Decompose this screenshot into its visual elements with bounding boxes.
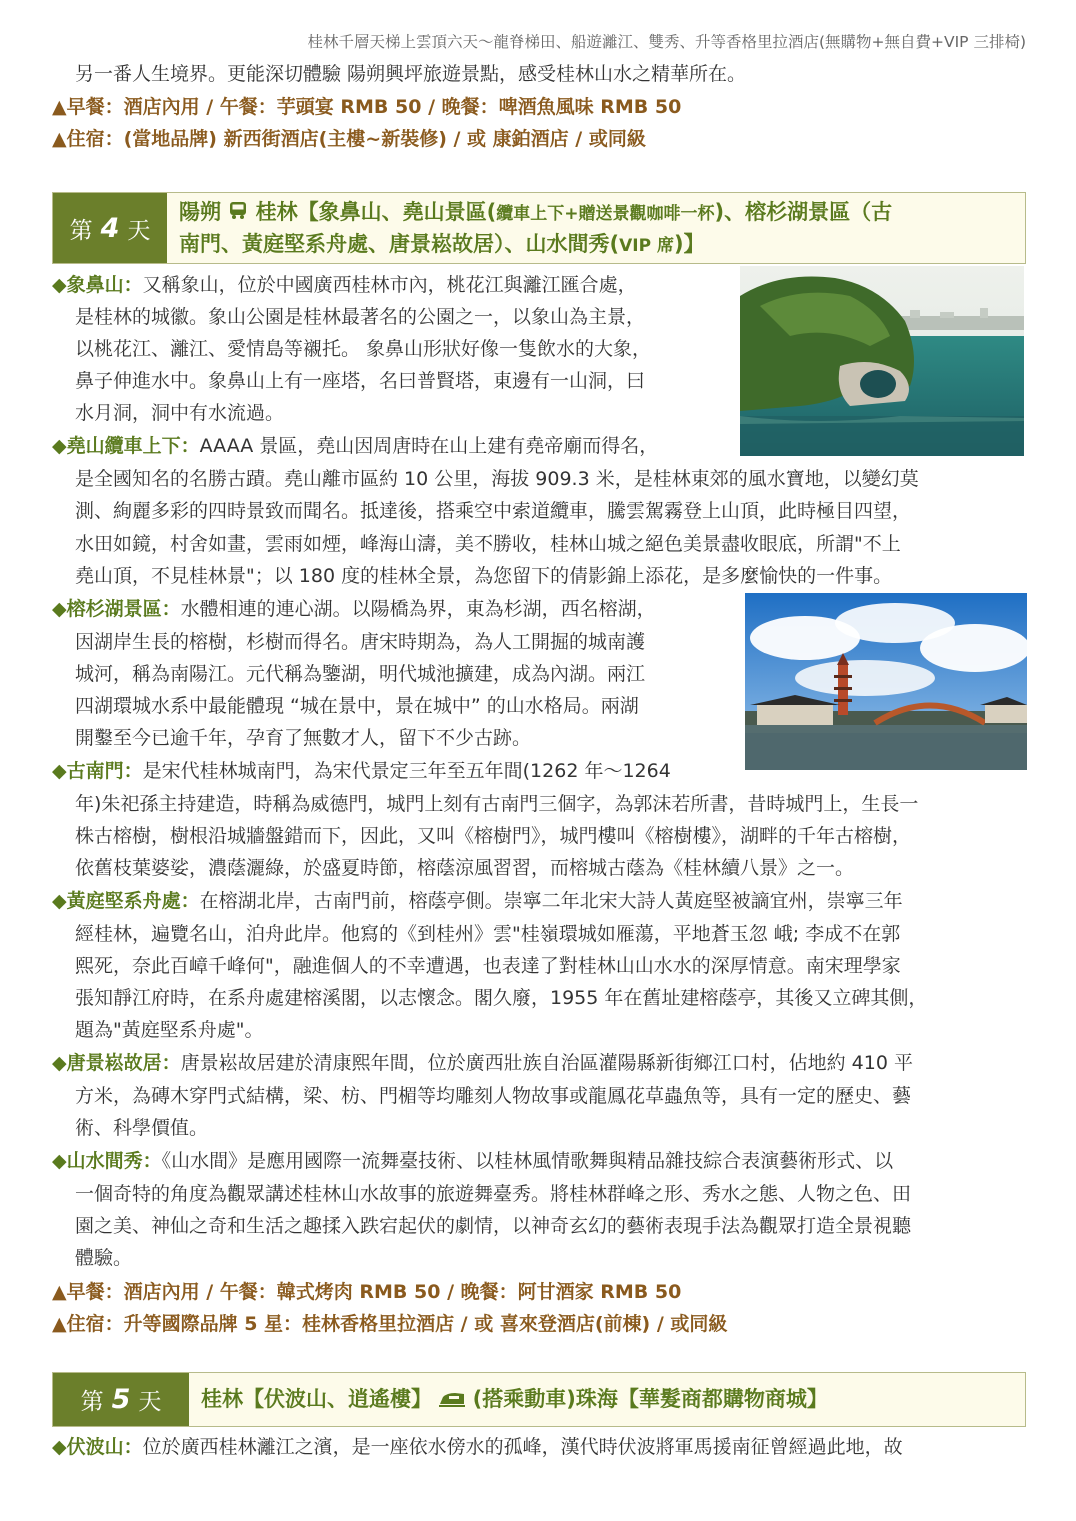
text-line: 株古榕樹，樹根沿城牆盤錯而下，因此，又叫《榕樹門》，城門樓叫《榕樹樓》，湖畔的千年古榕樹，	[75, 825, 912, 847]
section-elephant-trunk-hill: ◆象鼻山：又稱象山，位於中國廣西桂林市內，桃花江與灕江匯合處，	[52, 274, 637, 296]
text-line: 四湖環城水系中最能體現 “城在景中，景在城中” 的山水格局。兩湖	[75, 695, 639, 717]
bus-icon	[228, 197, 248, 230]
day4-title-line2: 南門、黃庭堅系舟處、唐景崧故居）、山水間秀(VIP 席)】	[179, 232, 705, 256]
continuation-text: 另一番人生境界。更能深切體驗 陽朔興坪旅遊景點，感受桂林山水之精華所在。	[75, 63, 747, 85]
text-line: 依舊枝葉婆娑，濃蔭灑綠，於盛夏時節，榕蔭涼風習習，而榕城古蔭為《桂林續八景》之一。	[75, 857, 855, 879]
day5-header	[52, 1372, 1026, 1427]
text-line: 以桃花江、灕江、愛情島等襯托。 象鼻山形狀好像一隻飲水的大象，	[75, 338, 652, 360]
section-huang-tingjian-mooring: ◆黃庭堅系舟處：在榕湖北岸，古南門前，榕蔭亭側。崇寧二年北宋大詩人黃庭堅被謫宜州，崇寧三年	[52, 890, 903, 912]
text-line: 體驗。	[75, 1247, 133, 1269]
text-line: 水田如鏡，村舍如畫，雲雨如煙，峰海山濤，美不勝收，桂林山城之絕色美景盡收眼底，所謂"不上	[75, 533, 901, 555]
section-shanshuijian-show: ◆山水間秀：《山水間》是應用國際一流舞臺技術、以桂林風情歌舞與精品雜技綜合表演藝術形式、以	[52, 1150, 894, 1172]
day5-title: 桂林【伏波山、逍遙樓】 (搭乘動車)珠海【華髮商都購物商城】	[201, 1383, 828, 1417]
text-line: 是桂林的城徽。象山公園是桂林最著名的公園之一，以象山為主景，	[75, 306, 646, 328]
section-ancient-south-gate: ◆古南門：是宋代桂林城南門，為宋代景定三年至五年間(1262 年～1264	[52, 760, 671, 782]
day4-hotel: ▲住宿：升等國際品牌 5 星：桂林香格里拉酒店 / 或 喜來登酒店(前棟) / 或同級	[52, 1313, 728, 1335]
text-line: 鼻子伸進水中。象鼻山上有一座塔，名曰普賢塔，東邊有一山洞，曰	[75, 370, 646, 392]
section-fubo-hill: ◆伏波山：位於廣西桂林灕江之濱，是一座依水傍水的孤峰，漢代時伏波將軍馬援南征曾經過此地，故	[52, 1436, 903, 1458]
text-line: 張知靜江府時，在系舟處建榕溪閣，以志懷念。閣久廢，1955 年在舊址建榕蔭亭，其後又立碑其側，	[75, 987, 928, 1009]
day3-hotel: ▲住宿：(當地品牌) 新西街酒店(主樓~新裝修) / 或 康鉑酒店 / 或同級	[52, 128, 646, 150]
day4-title-line1: 陽朔 桂林【象鼻山、堯山景區(纜車上下+贈送景觀咖啡一杯)、榕杉湖景區（古	[179, 196, 892, 231]
text-line: 堯山頂，不見桂林景"；以 180 度的桂林全景，為您留下的倩影錦上添花，是多麼愉快的一件事。	[75, 565, 893, 587]
text-line: 年)朱祀孫主持建造，時稱為威德門，城門上刻有古南門三個字，為郭沫若所書，昔時城門上，生長一	[75, 793, 919, 815]
train-icon	[439, 1384, 465, 1417]
section-tang-jingsong-residence: ◆唐景崧故居：唐景崧故居建於清康熙年間，位於廣西壯族自治區灌陽縣新街鄉江口村，佔地約 410 平	[52, 1052, 913, 1074]
day4-meals: ▲早餐：酒店內用 / 午餐：韓式烤肉 RMB 50 / 晚餐：阿甘酒家 RMB 50	[52, 1281, 682, 1303]
day4-badge: 第 4 天	[53, 193, 167, 263]
day3-meals: ▲早餐：酒店內用 / 午餐：芋頭宴 RMB 50 / 晚餐：啤酒魚風味 RMB 50	[52, 96, 682, 118]
text-line: 術、科學價值。	[75, 1117, 209, 1139]
rongshan-lake-pagoda-photo	[745, 593, 1027, 770]
text-line: 題為"黃庭堅系舟處"。	[75, 1019, 264, 1041]
text-line: 一個奇特的角度為觀眾講述桂林山水故事的旅遊舞臺秀。將桂林群峰之形、秀水之態、人物之色、田	[75, 1183, 912, 1205]
text-line: 熙死，奈此百嶂千峰何"，融進個人的不幸遭遇，也表達了對桂林山山水水的深厚情意。南宋理學家	[75, 955, 901, 977]
text-line: 因湖岸生長的榕樹，杉樹而得名。唐宋時期為，為人工開掘的城南護	[75, 631, 646, 653]
text-line: 園之美、神仙之奇和生活之趣揉入跌宕起伏的劇情，以神奇玄幻的藝術表現手法為觀眾打造全景視聽	[75, 1215, 912, 1237]
text-line: 水月洞，洞中有水流過。	[75, 402, 285, 424]
text-line: 方米，為磚木穿門式結構，梁、枋、門楣等均雕刻人物故事或龍鳳花草蟲魚等，具有一定的歷史、藝	[75, 1085, 912, 1107]
day5-badge: 第 5 天	[53, 1373, 189, 1426]
text-line: 經桂林，遍覽名山，泊舟此岸。他寫的《到桂州》雲"桂嶺環城如雁蕩，平地蒼玉忽 峨; 李成不在郭	[75, 923, 901, 945]
day4-header	[52, 192, 1026, 264]
text-line: 是全國知名的名勝古蹟。堯山離市區約 10 公里，海拔 909.3 米，是桂林東郊的風水寶地，以變幻莫	[75, 468, 919, 490]
elephant-trunk-hill-photo	[740, 266, 1024, 456]
text-line: 測、絢麗多彩的四時景致而聞名。抵達後，搭乘空中索道纜車，騰雲駕霧登上山頂，此時極目四望，	[75, 500, 912, 522]
text-line: 開鑿至今已逾千年，孕育了無數才人，留下不少古跡。	[75, 727, 532, 749]
page-header-title: 桂林千層天梯上雲頂六天～龍脊梯田、船遊灕江、雙秀、升等香格里拉酒店(無購物+無自費+VIP 三排椅)	[307, 33, 1026, 51]
section-yaoshan-cable-car: ◆堯山纜車上下：AAAA 景區，堯山因周唐時在山上建有堯帝廟而得名，	[52, 435, 659, 457]
text-line: 城河，稱為南陽江。元代稱為鑒湖，明代城池擴建，成為內湖。兩江	[75, 663, 646, 685]
section-rongshan-lake: ◆榕杉湖景區：水體相連的連心湖。以陽橋為界，東為杉湖，西名榕湖，	[52, 598, 656, 620]
